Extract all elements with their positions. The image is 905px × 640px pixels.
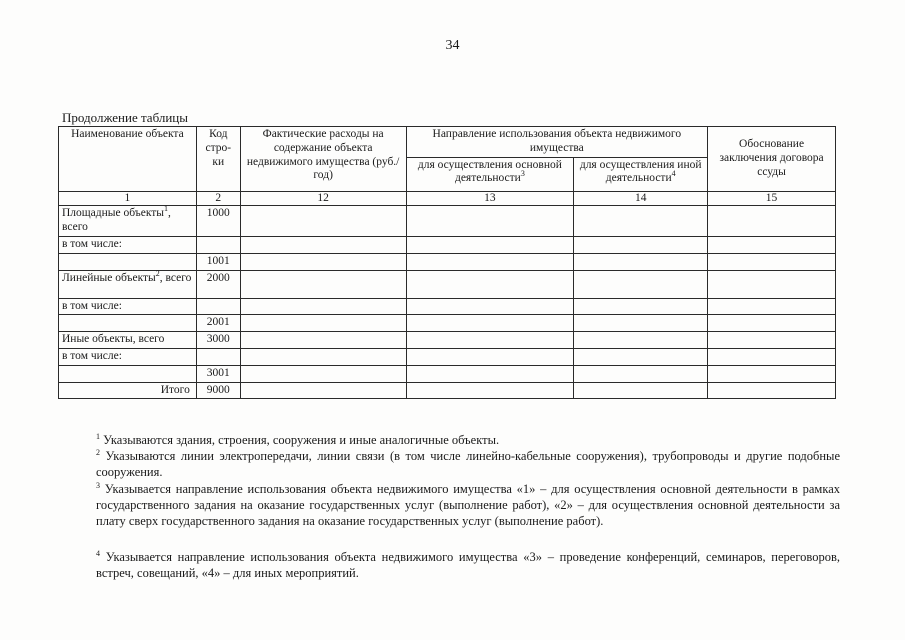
column-number: 15 xyxy=(708,191,836,206)
header-direction: Направление использования объекта недвижимого имущества xyxy=(406,127,708,158)
row-code: 2000 xyxy=(196,270,240,298)
footnote-3: $^3$ Указывается направление использования объекта недвижимого имущества «1» – для осуществления основной деятельности в рамках государственного задания на оказание государственных услуг (выполнение работ), «2» – для осуществления основной деятельности за плату сверх государственного задания на оказание государственных услуг (выполнение работ). xyxy=(96,480,841,528)
data-table xyxy=(58,126,836,399)
header-other-activity: для осуществления иной деятельности$^4$ xyxy=(574,157,708,191)
column-number: 13 xyxy=(406,191,574,206)
total-label: Итого xyxy=(59,382,197,399)
header-name: Наименование объекта xyxy=(59,127,197,192)
row-code: 9000 xyxy=(196,382,240,399)
row-code: 1000 xyxy=(196,206,240,237)
page-number: 34 xyxy=(445,38,460,53)
row-label: Площадные объекты$^1$, всего xyxy=(59,206,197,237)
column-number: 12 xyxy=(240,191,406,206)
column-number: 1 xyxy=(59,191,197,206)
row-code: 1001 xyxy=(196,253,240,270)
header-costs: Фактические расходы на содержание объекта недвижимого имущества (руб./год) xyxy=(240,127,406,192)
table-row xyxy=(59,332,836,349)
table-row xyxy=(59,298,836,315)
row-label: в том числе: xyxy=(59,298,197,315)
table-row xyxy=(59,315,836,332)
row-label: Линейные объекты$^2$, всего xyxy=(59,270,197,298)
table-caption: Продолжение таблицы xyxy=(62,110,188,125)
table-row xyxy=(59,206,836,237)
footnote-2: $^2$ Указываются линии электропередачи, линии связи (в том числе линейно-кабельные сооружения), трубопроводы и другие подобные сооружения. xyxy=(96,447,841,479)
row-label: в том числе: xyxy=(59,236,197,253)
header-justification: Обоснование заключения договора ссуды xyxy=(708,127,836,192)
column-number: 2 xyxy=(196,191,240,206)
row-code: 3000 xyxy=(196,332,240,349)
header-code: Код стро-ки xyxy=(196,127,240,192)
header-main-activity: для осуществления основной деятельности$^3$ xyxy=(406,157,574,191)
table-row xyxy=(59,348,836,365)
table-row xyxy=(59,365,836,382)
table-row-total xyxy=(59,382,836,399)
footnote-4: $^4$ Указывается направление использования объекта недвижимого имущества «3» – проведение конференций, семинаров, переговоров, встреч, совещаний, «4» – для иных мероприятий. xyxy=(96,548,840,580)
column-number: 14 xyxy=(574,191,708,206)
row-code: 3001 xyxy=(196,365,240,382)
table-row xyxy=(59,270,836,298)
table-row xyxy=(59,236,836,253)
table-row xyxy=(59,253,836,270)
row-label: в том числе: xyxy=(59,348,197,365)
footnote-1: $^1$ Указываются здания, строения, сооружения и иные аналогичные объекты. xyxy=(96,431,500,447)
row-code: 2001 xyxy=(196,315,240,332)
row-label: Иные объекты, всего xyxy=(59,332,197,349)
